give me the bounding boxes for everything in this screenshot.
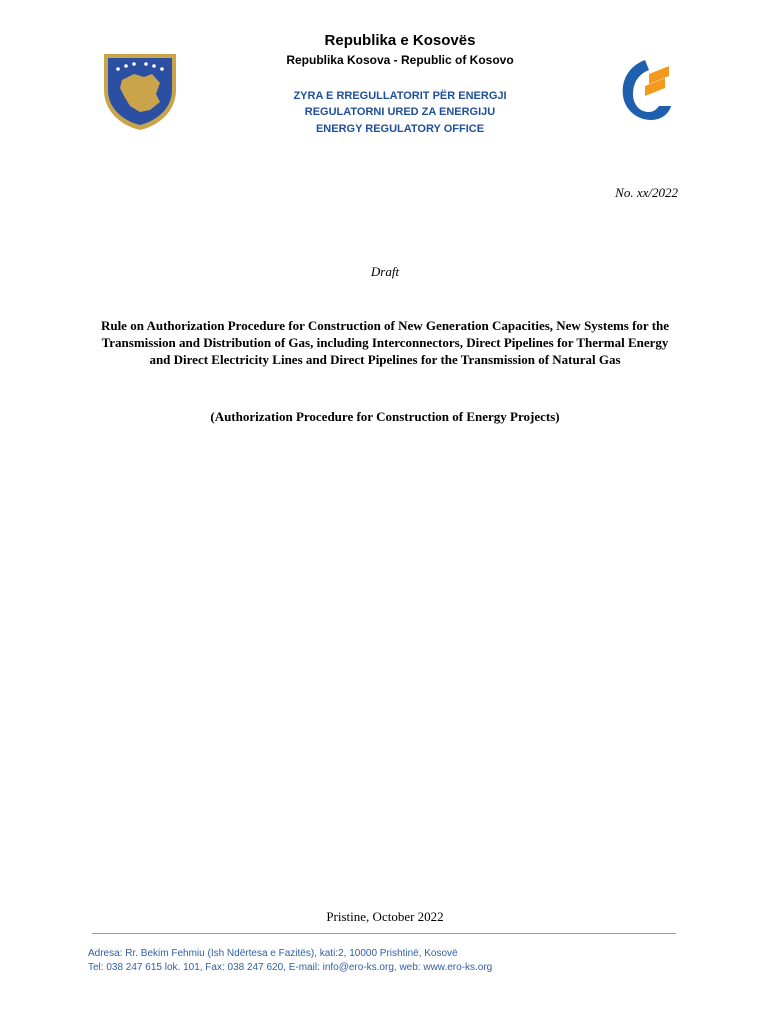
footer-contact: Tel: 038 247 615 lok. 101, Fax: 038 247 620, E-mail: info@ero-ks.org, web: www.ero-ks.org (88, 962, 493, 973)
footer-divider (92, 933, 676, 934)
document-subtitle: (Authorization Procedure for Construction of Energy Projects) (210, 409, 560, 424)
footer-address: Adresa: Rr. Bekim Fehmiu (Ish Ndërtesa e Fazitës), kati:2, 10000 Prishtinë, Kosovë (88, 948, 458, 959)
country-name-albanian: Republika e Kosovës (324, 32, 476, 49)
kosovo-coat-of-arms-icon (100, 50, 180, 132)
office-name-albanian: ZYRA E RREGULLATORIT PËR ENERGJI (293, 90, 507, 102)
ero-logo-icon (615, 56, 675, 124)
country-name-multilingual: Republika Kosova - Republic of Kosovo (286, 53, 514, 67)
office-name-english: ENERGY REGULATORY OFFICE (315, 123, 485, 135)
document-status: Draft (370, 264, 400, 279)
office-name-serbian: REGULATORNI URED ZA ENERGIJU (304, 106, 496, 118)
document-title: Rule on Authorization Procedure for Construction of New Generation Capacities, New Systems for the Transmission and Distribution of Gas, including Interconnectors, Direct Pipelines for Thermal Energy and Direct Electricity Lines and Direct Pipelines for the Transmission of Natural Gas (100, 318, 670, 367)
place-and-date: Pristine, October 2022 (326, 909, 444, 924)
document-number: No. xx/2022 (615, 185, 678, 200)
